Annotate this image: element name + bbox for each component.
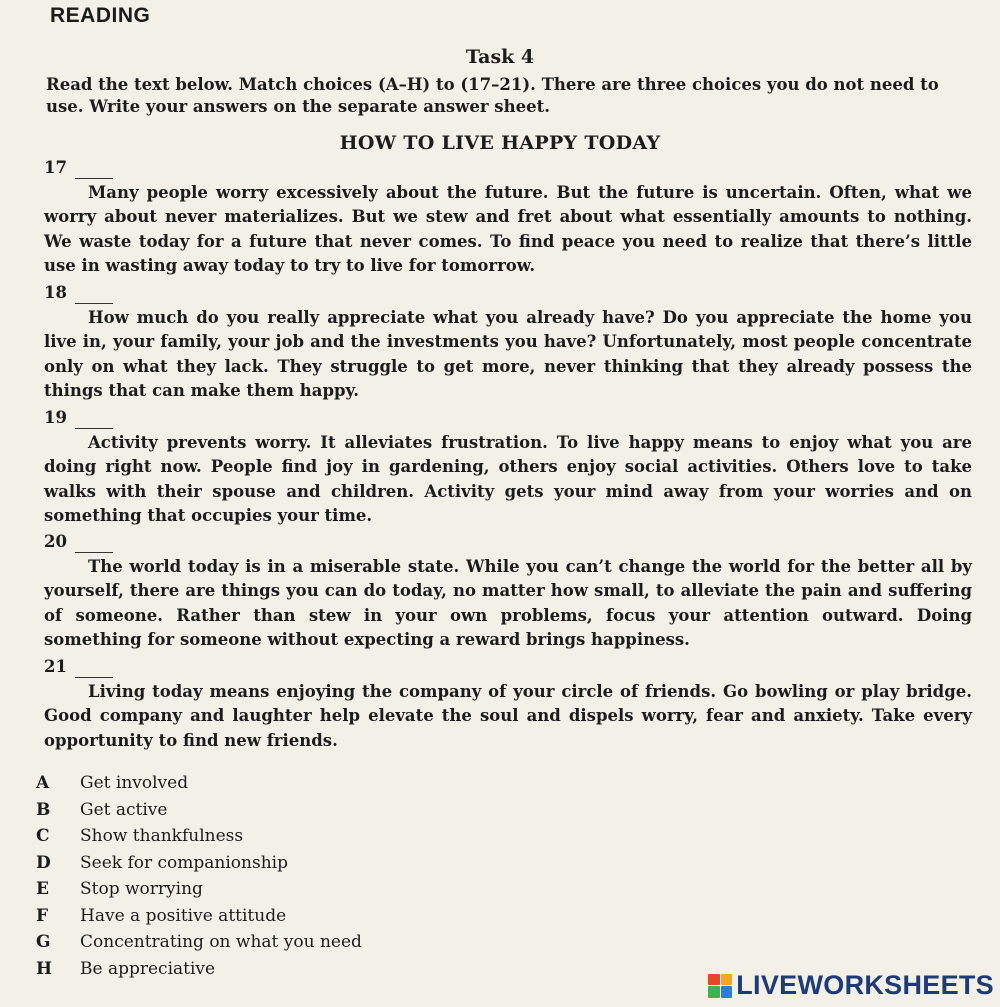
choice-b: [36, 797, 536, 824]
choice-text: Show thankfulness: [80, 826, 244, 847]
item-number: 17: [44, 158, 67, 177]
liveworksheets-logo-icon: [708, 974, 732, 998]
choices-list: [36, 770, 536, 982]
choice-text: Stop worrying: [80, 879, 203, 900]
choice-g: [36, 929, 536, 956]
text-title: HOW TO LIVE HAPPY TODAY: [339, 132, 661, 154]
instructions: Read the text below. Match choices (A–H) to (17–21). There are three choices you do not need to use. Write your answers on the separate answer sheet.: [46, 75, 939, 116]
item-number: 21: [44, 657, 67, 676]
item-text: How much do you really appreciate what you already have? Do you appreciate the home you live in, your family, your job and the investments you have? Unfortunately, most people concentrate only on what they lack. They struggle to get more, never thinking that they already possess the things that can make them happy.: [44, 308, 972, 400]
choice-e: [36, 876, 536, 903]
choice-letter: F: [36, 905, 49, 926]
answer-blank[interactable]: [75, 663, 113, 678]
choice-c: [36, 823, 536, 850]
choice-f: [36, 903, 536, 930]
choice-text: Get active: [80, 799, 168, 820]
item-text: The world today is in a miserable state. While you can’t change the world for the better all by yourself, there are things you can do today, no matter how small, to alleviate the pain and suffering of someone. Rather than stew in your own problems, focus your attention outward. Doing something for someone without expecting a reward brings happiness.: [44, 557, 972, 649]
task-title: Task 4: [465, 46, 535, 68]
choice-text: Be appreciative: [80, 958, 216, 979]
choice-h: [36, 956, 536, 983]
watermark-text: LIVEWORKSHEETS: [736, 970, 994, 1000]
answer-blank[interactable]: [75, 538, 113, 553]
choice-text: Seek for companionship: [80, 852, 288, 873]
answer-blank[interactable]: [75, 164, 113, 179]
item-number: 18: [44, 283, 67, 302]
answer-blank[interactable]: [75, 289, 113, 304]
item-17: [44, 157, 972, 278]
choice-letter: B: [36, 799, 51, 820]
item-21: [44, 656, 972, 753]
choice-text: Concentrating on what you need: [80, 932, 362, 953]
answer-blank[interactable]: [75, 414, 113, 429]
item-19: [44, 407, 972, 528]
item-number: 20: [44, 532, 67, 551]
item-20: [44, 531, 972, 652]
choice-letter: A: [36, 773, 50, 794]
item-text: Activity prevents worry. It alleviates frustration. To live happy means to enjoy what you are doing right now. People find joy in gardening, others enjoy social activities. Others love to take walks with their spouse and children. Activity gets your mind away from your worries and on something that occupies your time.: [44, 433, 972, 525]
item-number: 19: [44, 408, 67, 427]
choice-text: Get involved: [80, 773, 189, 794]
item-text: Living today means enjoying the company of your circle of friends. Go bowling or play bridge. Good company and laughter help elevate the soul and dispels worry, fear and anxiety. Take every opportunity to find new friends.: [44, 682, 972, 750]
item-18: [44, 282, 972, 403]
liveworksheets-watermark: [708, 970, 994, 1001]
choice-letter: C: [36, 826, 50, 847]
choice-letter: D: [36, 852, 51, 873]
choice-letter: G: [36, 932, 51, 953]
choice-letter: E: [36, 879, 49, 900]
choice-text: Have a positive attitude: [80, 905, 287, 926]
item-text: Many people worry excessively about the future. But the future is uncertain. Often, what we worry about never materializes. But we stew and fret about what essentially amounts to nothing. We waste today for a future that never comes. To find peace you need to realize that there’s little use in wasting away today to try to live for tomorrow.: [44, 183, 972, 275]
choice-d: [36, 850, 536, 877]
section-label: READING: [50, 4, 151, 27]
choice-a: [36, 770, 536, 797]
choice-letter: H: [36, 958, 53, 979]
